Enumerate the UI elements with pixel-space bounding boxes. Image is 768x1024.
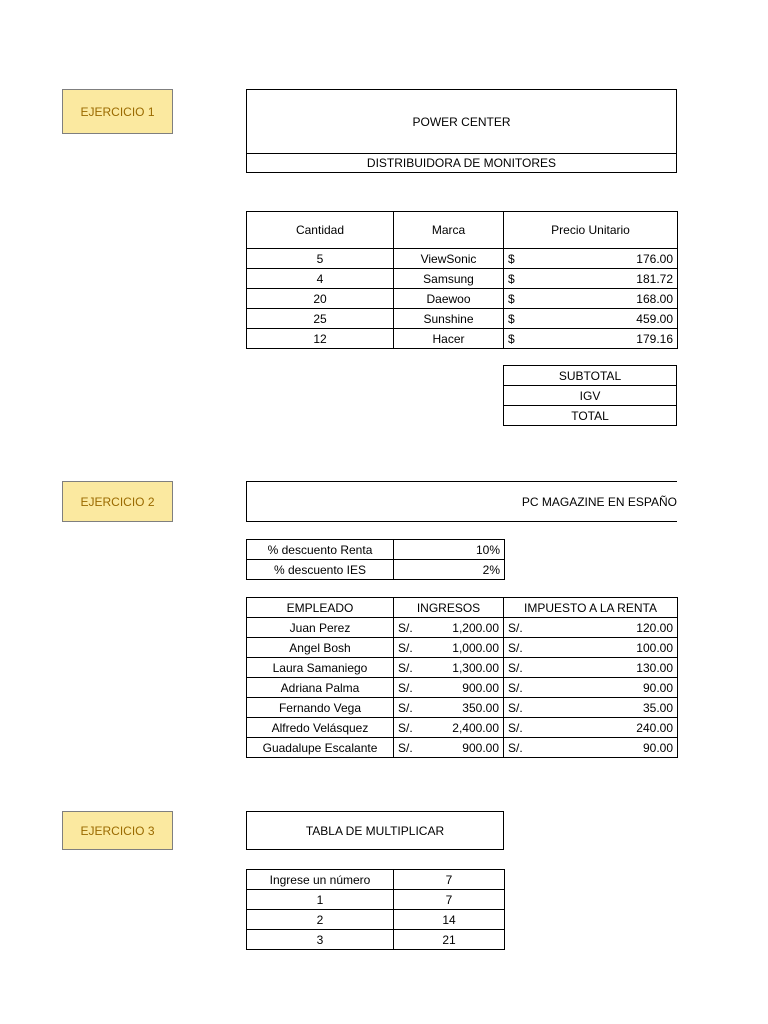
impuesto-value: 100.00 bbox=[636, 640, 673, 655]
currency-symbol: S/. bbox=[508, 620, 523, 635]
table-row bbox=[247, 738, 678, 758]
cell-empleado[interactable]: Juan Perez bbox=[247, 618, 394, 638]
ingresos-value: 350.00 bbox=[462, 700, 499, 715]
cell-impuesto[interactable] bbox=[504, 738, 678, 758]
cell-impuesto[interactable] bbox=[504, 658, 678, 678]
table-row bbox=[247, 698, 678, 718]
resultado-cell[interactable]: 7 bbox=[394, 890, 505, 910]
total-cell[interactable]: TOTAL bbox=[504, 406, 677, 426]
descuento-value[interactable]: 2% bbox=[394, 560, 505, 580]
currency-symbol: S/. bbox=[508, 660, 523, 675]
currency-symbol: S/. bbox=[398, 640, 413, 655]
cell-ingresos[interactable] bbox=[394, 658, 504, 678]
impuesto-value: 120.00 bbox=[636, 620, 673, 635]
cell-precio[interactable] bbox=[504, 269, 678, 289]
header-empleado: EMPLEADO bbox=[247, 598, 394, 618]
tabla-multiplicar-title: TABLA DE MULTIPLICAR bbox=[246, 811, 504, 850]
header-ingresos: INGRESOS bbox=[394, 598, 504, 618]
cell-ingresos[interactable] bbox=[394, 718, 504, 738]
descuento-label: % descuento IES bbox=[247, 560, 394, 580]
table-row bbox=[247, 329, 678, 349]
cell-marca[interactable]: Samsung bbox=[394, 269, 504, 289]
ingresos-value: 1,000.00 bbox=[452, 640, 499, 655]
table-row bbox=[247, 560, 505, 580]
cell-impuesto[interactable] bbox=[504, 618, 678, 638]
multiplicador-cell[interactable]: 3 bbox=[247, 930, 394, 950]
multiplicador-cell[interactable]: 2 bbox=[247, 910, 394, 930]
currency-symbol: S/. bbox=[508, 740, 523, 755]
precio-value: 459.00 bbox=[636, 311, 673, 326]
precio-value: 176.00 bbox=[636, 251, 673, 266]
cell-impuesto[interactable] bbox=[504, 698, 678, 718]
currency-symbol: $ bbox=[508, 311, 515, 326]
ingresos-value: 1,200.00 bbox=[452, 620, 499, 635]
impuesto-value: 90.00 bbox=[642, 680, 673, 695]
impuesto-value: 35.00 bbox=[642, 700, 673, 715]
currency-symbol: $ bbox=[508, 331, 515, 346]
table-row bbox=[247, 890, 505, 910]
table-header-row bbox=[247, 212, 678, 249]
currency-symbol: S/. bbox=[398, 680, 413, 695]
impuesto-value: 90.00 bbox=[642, 740, 673, 755]
table-row bbox=[247, 638, 678, 658]
cell-cantidad[interactable]: 5 bbox=[247, 249, 394, 269]
cell-cantidad[interactable]: 20 bbox=[247, 289, 394, 309]
ejercicio-2-label: EJERCICIO 2 bbox=[62, 481, 173, 522]
cell-empleado[interactable]: Laura Samaniego bbox=[247, 658, 394, 678]
currency-symbol: $ bbox=[508, 251, 515, 266]
cell-ingresos[interactable] bbox=[394, 738, 504, 758]
cell-cantidad[interactable]: 4 bbox=[247, 269, 394, 289]
ingresos-value: 900.00 bbox=[462, 680, 499, 695]
ingrese-numero-label: Ingrese un número bbox=[247, 870, 394, 890]
currency-symbol: S/. bbox=[508, 640, 523, 655]
cell-marca[interactable]: Daewoo bbox=[394, 289, 504, 309]
impuesto-value: 130.00 bbox=[636, 660, 673, 675]
table-row bbox=[247, 309, 678, 329]
currency-symbol: S/. bbox=[398, 740, 413, 755]
table-row bbox=[247, 930, 505, 950]
cell-impuesto[interactable] bbox=[504, 638, 678, 658]
ejercicio-3-label: EJERCICIO 3 bbox=[62, 811, 173, 850]
precio-value: 181.72 bbox=[636, 271, 673, 286]
cell-precio[interactable] bbox=[504, 309, 678, 329]
ejercicio-1-label: EJERCICIO 1 bbox=[62, 89, 173, 134]
currency-symbol: $ bbox=[508, 271, 515, 286]
cell-ingresos[interactable] bbox=[394, 678, 504, 698]
descuentos-table bbox=[246, 539, 505, 580]
table-row bbox=[247, 618, 678, 638]
ingresos-value: 1,300.00 bbox=[452, 660, 499, 675]
totals-table bbox=[503, 365, 677, 426]
multiplicar-table bbox=[246, 869, 505, 950]
impuesto-value: 240.00 bbox=[636, 720, 673, 735]
currency-symbol: S/. bbox=[508, 680, 523, 695]
ingresos-value: 900.00 bbox=[462, 740, 499, 755]
igv-cell[interactable]: IGV bbox=[504, 386, 677, 406]
descuento-value[interactable]: 10% bbox=[394, 540, 505, 560]
header-cantidad: Cantidad bbox=[247, 212, 394, 249]
cell-precio[interactable] bbox=[504, 249, 678, 269]
table-header-row bbox=[247, 598, 678, 618]
currency-symbol: S/. bbox=[398, 720, 413, 735]
precio-value: 168.00 bbox=[636, 291, 673, 306]
cell-empleado[interactable]: Angel Bosh bbox=[247, 638, 394, 658]
resultado-cell[interactable]: 14 bbox=[394, 910, 505, 930]
currency-symbol: S/. bbox=[398, 700, 413, 715]
currency-symbol: S/. bbox=[508, 720, 523, 735]
distribuidora-subtitle: DISTRIBUIDORA DE MONITORES bbox=[246, 153, 677, 173]
table-row bbox=[247, 540, 505, 560]
header-impuesto: IMPUESTO A LA RENTA bbox=[504, 598, 678, 618]
currency-symbol: S/. bbox=[398, 660, 413, 675]
cell-marca[interactable]: Hacer bbox=[394, 329, 504, 349]
table-row bbox=[247, 718, 678, 738]
table-row bbox=[247, 678, 678, 698]
ingresos-value: 2,400.00 bbox=[452, 720, 499, 735]
currency-symbol: $ bbox=[508, 291, 515, 306]
cell-empleado[interactable]: Adriana Palma bbox=[247, 678, 394, 698]
pc-magazine-title: PC MAGAZINE EN ESPAÑO bbox=[521, 494, 677, 509]
cell-impuesto[interactable] bbox=[504, 678, 678, 698]
cell-marca[interactable]: Sunshine bbox=[394, 309, 504, 329]
header-marca: Marca bbox=[394, 212, 504, 249]
cell-cantidad[interactable]: 12 bbox=[247, 329, 394, 349]
table-row bbox=[247, 249, 678, 269]
cell-ingresos[interactable] bbox=[394, 638, 504, 658]
table-row bbox=[247, 289, 678, 309]
cell-impuesto[interactable] bbox=[504, 718, 678, 738]
subtotal-cell[interactable]: SUBTOTAL bbox=[504, 366, 677, 386]
header-precio: Precio Unitario bbox=[504, 212, 678, 249]
currency-symbol: S/. bbox=[398, 620, 413, 635]
cell-marca[interactable]: ViewSonic bbox=[394, 249, 504, 269]
currency-symbol: S/. bbox=[508, 700, 523, 715]
multiplicador-cell[interactable]: 1 bbox=[247, 890, 394, 910]
pc-magazine-title-box bbox=[246, 481, 677, 522]
monitores-table bbox=[246, 211, 678, 349]
cell-cantidad[interactable]: 25 bbox=[247, 309, 394, 329]
cell-ingresos[interactable] bbox=[394, 618, 504, 638]
descuento-label: % descuento Renta bbox=[247, 540, 394, 560]
cell-ingresos[interactable] bbox=[394, 698, 504, 718]
table-row bbox=[247, 658, 678, 678]
table-row bbox=[247, 870, 505, 890]
cell-empleado[interactable]: Alfredo Velásquez bbox=[247, 718, 394, 738]
cell-empleado[interactable]: Guadalupe Escalante bbox=[247, 738, 394, 758]
cell-precio[interactable] bbox=[504, 329, 678, 349]
resultado-cell[interactable]: 21 bbox=[394, 930, 505, 950]
cell-empleado[interactable]: Fernando Vega bbox=[247, 698, 394, 718]
power-center-title: POWER CENTER bbox=[246, 89, 677, 154]
empleados-table bbox=[246, 597, 678, 758]
cell-precio[interactable] bbox=[504, 289, 678, 309]
table-row bbox=[247, 910, 505, 930]
table-row bbox=[247, 269, 678, 289]
ingrese-numero-input[interactable]: 7 bbox=[394, 870, 505, 890]
precio-value: 179.16 bbox=[636, 331, 673, 346]
